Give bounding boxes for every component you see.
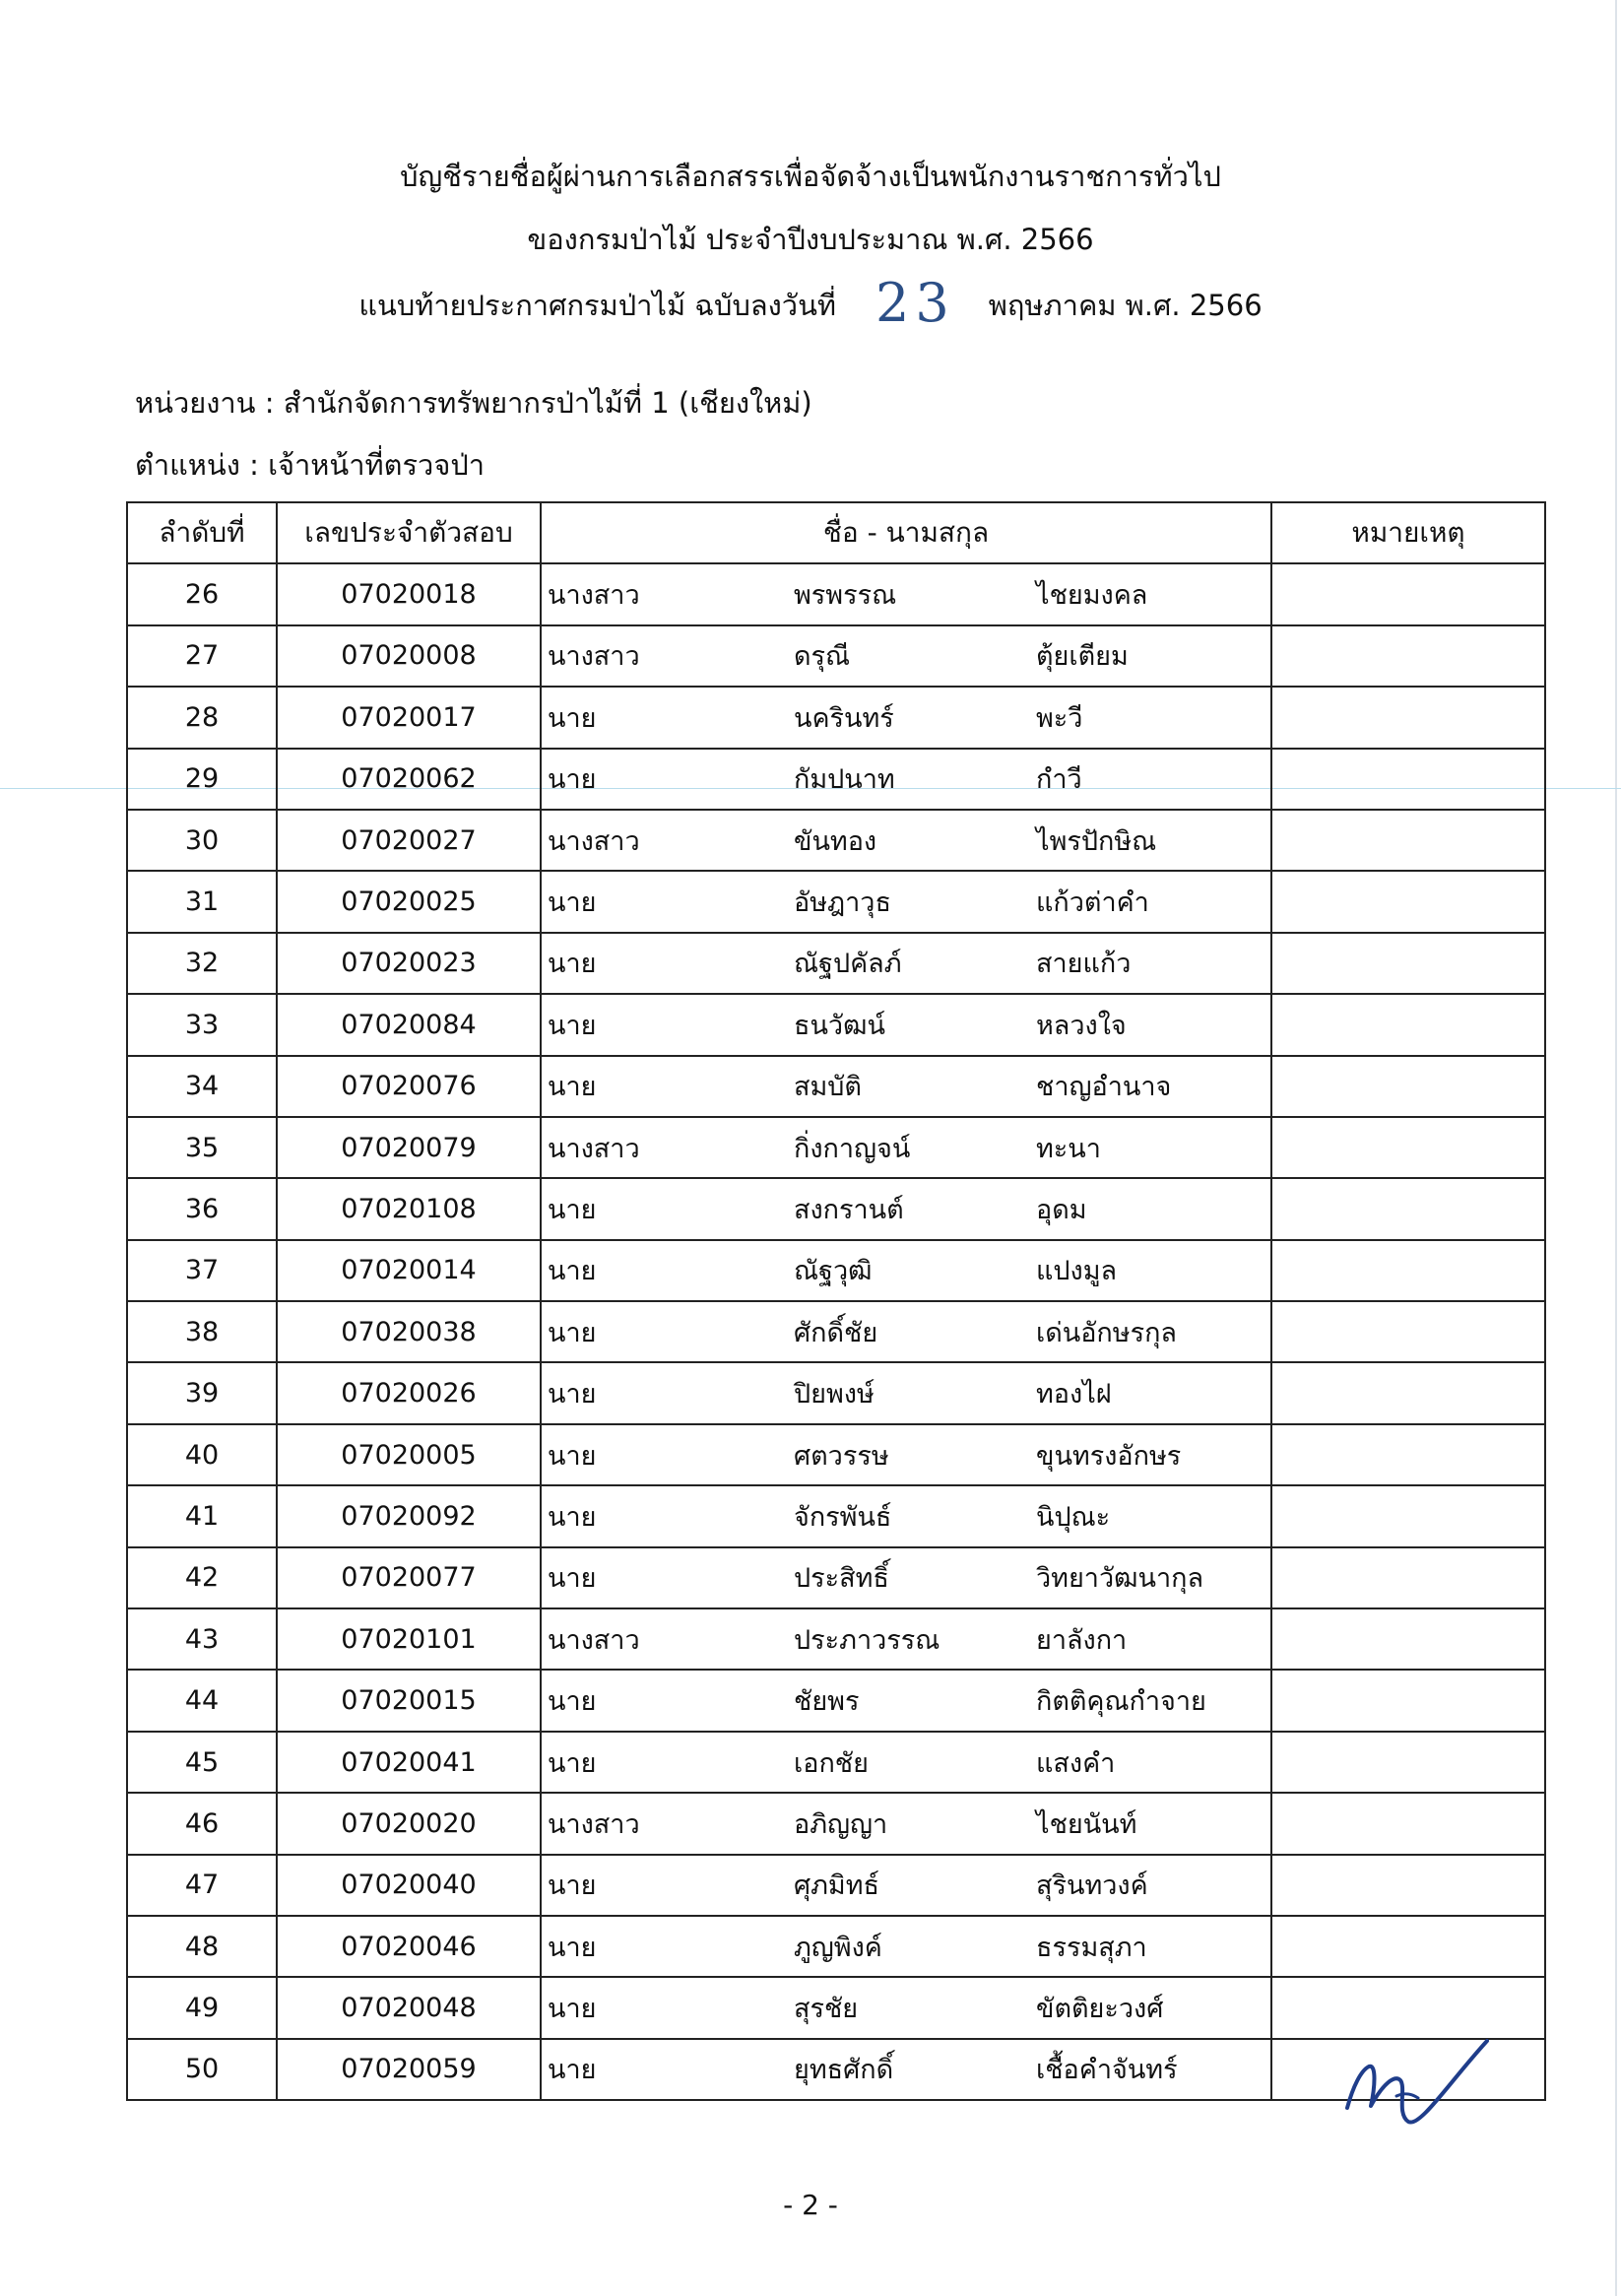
name-prefix: นาย	[548, 2055, 597, 2086]
cell-no: 43	[127, 1608, 277, 1670]
cell-exam-id: 07020008	[277, 625, 541, 687]
cell-note	[1271, 1117, 1545, 1178]
cell-note	[1271, 1547, 1545, 1608]
table-row	[127, 810, 1545, 871]
table-row	[127, 871, 1545, 932]
cell-no: 37	[127, 1240, 277, 1301]
cell-no: 38	[127, 1301, 277, 1362]
cell-no: 40	[127, 1424, 277, 1485]
table-row	[127, 1178, 1545, 1239]
name-prefix: นาย	[548, 1994, 597, 2025]
first-name: ภูญพิงค์	[794, 1932, 882, 1963]
handwritten-date-day: 23	[875, 272, 955, 334]
cell-name	[541, 1056, 1271, 1117]
last-name: ไชยมงคล	[1036, 580, 1148, 612]
table-row	[127, 563, 1545, 624]
last-name: แปงมูล	[1036, 1256, 1118, 1287]
last-name: นิปุณะ	[1036, 1501, 1111, 1533]
cell-no: 27	[127, 625, 277, 687]
table-row	[127, 625, 1545, 687]
job-position: ตำแหน่ง : เจ้าหน้าที่ตรวจป่า	[135, 448, 486, 482]
cell-name	[541, 1608, 1271, 1670]
last-name: แก้วต่าคำ	[1036, 887, 1149, 919]
cell-note	[1271, 1608, 1545, 1670]
first-name: ศตวรรษ	[794, 1440, 889, 1472]
cell-exam-id: 07020038	[277, 1301, 541, 1362]
cell-exam-id: 07020046	[277, 1916, 541, 1977]
table-row	[127, 1793, 1545, 1854]
cell-exam-id: 07020015	[277, 1670, 541, 1731]
table-row	[127, 1670, 1545, 1731]
last-name: เชื้อคำจันทร์	[1036, 2055, 1178, 2086]
cell-no: 35	[127, 1117, 277, 1178]
cell-name	[541, 687, 1271, 748]
cell-exam-id: 07020020	[277, 1793, 541, 1854]
cell-name	[541, 1732, 1271, 1793]
name-prefix: นาย	[548, 764, 597, 796]
cell-note	[1271, 1977, 1545, 2038]
table-row	[127, 994, 1545, 1055]
name-prefix: นาย	[548, 1010, 597, 1041]
cell-note	[1271, 1240, 1545, 1301]
header-exam-id: เลขประจำตัวสอบ	[277, 502, 541, 563]
cell-exam-id: 07020014	[277, 1240, 541, 1301]
table-row	[127, 1608, 1545, 1670]
cell-name	[541, 1424, 1271, 1485]
cell-note	[1271, 1362, 1545, 1423]
name-prefix: นาย	[548, 1870, 597, 1902]
first-name: ขันทอง	[794, 825, 877, 857]
cell-no: 31	[127, 871, 277, 932]
last-name: ธรรมสุภา	[1036, 1932, 1147, 1963]
cell-no: 49	[127, 1977, 277, 2038]
cell-note	[1271, 1855, 1545, 1916]
first-name: ธนวัฒน์	[794, 1010, 885, 1041]
table-row	[127, 1362, 1545, 1423]
cell-no: 28	[127, 687, 277, 748]
cell-note	[1271, 933, 1545, 994]
table-row	[127, 1855, 1545, 1916]
cell-name	[541, 994, 1271, 1055]
last-name: หลวงใจ	[1036, 1010, 1127, 1041]
table-row	[127, 1485, 1545, 1546]
first-name: ณัฐปคัลภ์	[794, 949, 902, 980]
table-row	[127, 933, 1545, 994]
document-title: บัญชีรายชื่อผู้ผ่านการเลือกสรรเพื่อจัดจ้างเป็นพนักงานราชการทั่วไป	[400, 160, 1221, 193]
first-name: อัษฎาวุธ	[794, 887, 891, 919]
first-name: ศักดิ์ชัย	[794, 1317, 878, 1348]
table-row	[127, 1547, 1545, 1608]
document-attachment-line	[0, 272, 1621, 334]
cell-no: 47	[127, 1855, 277, 1916]
cell-name	[541, 1670, 1271, 1731]
attachment-text: แนบท้ายประกาศกรมป่าไม้ ฉบับลงวันที่	[358, 289, 837, 322]
name-prefix: นาย	[548, 1932, 597, 1963]
cell-name	[541, 1240, 1271, 1301]
name-prefix: นาย	[548, 1440, 597, 1472]
sheet-edge	[1615, 0, 1617, 2296]
last-name: แสงคำ	[1036, 1747, 1116, 1779]
cell-no: 50	[127, 2039, 277, 2100]
cell-name	[541, 1178, 1271, 1239]
last-name: สุรินทวงค์	[1036, 1870, 1148, 1902]
table-row	[127, 1117, 1545, 1178]
cell-no: 39	[127, 1362, 277, 1423]
cell-no: 36	[127, 1178, 277, 1239]
cell-note	[1271, 1916, 1545, 1977]
last-name: ไชยนันท์	[1036, 1808, 1137, 1840]
first-name: เอกชัย	[794, 1747, 869, 1779]
cell-no: 32	[127, 933, 277, 994]
cell-exam-id: 07020108	[277, 1178, 541, 1239]
cell-no: 34	[127, 1056, 277, 1117]
cell-no: 29	[127, 749, 277, 810]
name-prefix: นางสาว	[548, 641, 640, 673]
cell-exam-id: 07020023	[277, 933, 541, 994]
cell-exam-id: 07020040	[277, 1855, 541, 1916]
attachment-month-year: พฤษภาคม พ.ศ. 2566	[988, 289, 1263, 322]
cell-note	[1271, 625, 1545, 687]
table-row	[127, 1916, 1545, 1977]
cell-no: 41	[127, 1485, 277, 1546]
cell-name	[541, 563, 1271, 624]
cell-name	[541, 1117, 1271, 1178]
first-name: ศุภมิทธ์	[794, 1870, 880, 1902]
name-prefix: นางสาว	[548, 1133, 640, 1164]
name-prefix: นาย	[548, 1501, 597, 1533]
cell-name	[541, 1362, 1271, 1423]
cell-name	[541, 871, 1271, 932]
first-name: ยุทธศักดิ์	[794, 2055, 894, 2086]
cell-exam-id: 07020077	[277, 1547, 541, 1608]
header-note: หมายเหตุ	[1271, 502, 1545, 563]
cell-note	[1271, 1301, 1545, 1362]
header-no: ลำดับที่	[127, 502, 277, 563]
candidate-table	[126, 501, 1546, 2101]
first-name: กิ่งกาญจน์	[794, 1133, 911, 1164]
cell-note	[1271, 1424, 1545, 1485]
cell-no: 30	[127, 810, 277, 871]
table-row	[127, 687, 1545, 748]
document-subtitle: ของกรมป่าไม้ ประจำปีงบประมาณ พ.ศ. 2566	[527, 223, 1094, 256]
first-name: ดรุณี	[794, 641, 851, 673]
cell-note	[1271, 810, 1545, 871]
cell-name	[541, 1977, 1271, 2038]
agency-unit: หน่วยงาน : สำนักจัดการทรัพยากรป่าไม้ที่ 1 (เชียงใหม่)	[135, 386, 812, 420]
cell-note	[1271, 1732, 1545, 1793]
name-prefix: นาย	[548, 1072, 597, 1103]
first-name: นครินทร์	[794, 702, 894, 734]
table-row	[127, 1424, 1545, 1485]
first-name: กัมปนาท	[794, 764, 895, 796]
cell-no: 33	[127, 994, 277, 1055]
first-name: สงกรานต์	[794, 1194, 904, 1225]
first-name: ณัฐวุฒิ	[794, 1256, 873, 1287]
last-name: เด่นอักษรกุล	[1036, 1317, 1177, 1348]
first-name: สุรชัย	[794, 1994, 859, 2025]
name-prefix: นาย	[548, 949, 597, 980]
first-name: จักรพันธ์	[794, 1501, 892, 1533]
cell-note	[1271, 1178, 1545, 1239]
table-body	[127, 563, 1545, 2100]
first-name: สมบัติ	[794, 1072, 862, 1103]
last-name: พะวี	[1036, 702, 1083, 734]
name-prefix: นาย	[548, 1194, 597, 1225]
cell-exam-id: 07020025	[277, 871, 541, 932]
cell-name	[541, 1485, 1271, 1546]
cell-note	[1271, 563, 1545, 624]
name-prefix: นาย	[548, 887, 597, 919]
cell-name	[541, 1793, 1271, 1854]
name-prefix: นางสาว	[548, 580, 640, 612]
cell-name	[541, 1916, 1271, 1977]
last-name: สายแก้ว	[1036, 949, 1132, 980]
cell-exam-id: 07020026	[277, 1362, 541, 1423]
cell-note	[1271, 1793, 1545, 1854]
handwritten-signature-icon	[1339, 2037, 1497, 2135]
last-name: ขุนทรงอักษร	[1036, 1440, 1182, 1472]
cell-name	[541, 1547, 1271, 1608]
cell-note	[1271, 994, 1545, 1055]
table-row	[127, 1977, 1545, 2038]
last-name: ไพรปักษิณ	[1036, 825, 1157, 857]
cell-name	[541, 625, 1271, 687]
cell-no: 48	[127, 1916, 277, 1977]
cell-name	[541, 1301, 1271, 1362]
first-name: พรพรรณ	[794, 580, 897, 612]
cell-no: 42	[127, 1547, 277, 1608]
cell-exam-id: 07020076	[277, 1056, 541, 1117]
cell-note	[1271, 1056, 1545, 1117]
cell-exam-id: 07020018	[277, 563, 541, 624]
name-prefix: นาย	[548, 1686, 597, 1718]
cell-exam-id: 07020017	[277, 687, 541, 748]
name-prefix: นางสาว	[548, 1624, 640, 1656]
cell-exam-id: 07020101	[277, 1608, 541, 1670]
last-name: ชาญอำนาจ	[1036, 1072, 1172, 1103]
cell-note	[1271, 687, 1545, 748]
last-name: ตุ้ยเตียม	[1036, 641, 1129, 673]
name-prefix: นาย	[548, 1379, 597, 1410]
first-name: ปิยพงษ์	[794, 1379, 875, 1410]
header-name: ชื่อ - นามสกุล	[541, 502, 1271, 563]
last-name: กิตติคุณกำจาย	[1036, 1686, 1206, 1718]
last-name: ทองไฝ	[1036, 1379, 1112, 1410]
table-header-row	[127, 502, 1545, 563]
cell-exam-id: 07020027	[277, 810, 541, 871]
cell-no: 44	[127, 1670, 277, 1731]
first-name: อภิญญา	[794, 1808, 888, 1840]
last-name: ทะนา	[1036, 1133, 1101, 1164]
cell-note	[1271, 1485, 1545, 1546]
table-row	[127, 749, 1545, 810]
table-row	[127, 1240, 1545, 1301]
cell-no: 26	[127, 563, 277, 624]
table-row	[127, 1301, 1545, 1362]
last-name: กำวี	[1036, 764, 1082, 796]
cell-note	[1271, 1670, 1545, 1731]
cell-exam-id: 07020062	[277, 749, 541, 810]
name-prefix: นางสาว	[548, 825, 640, 857]
last-name: อุดม	[1036, 1194, 1087, 1225]
cell-exam-id: 07020048	[277, 1977, 541, 2038]
cell-note	[1271, 749, 1545, 810]
name-prefix: นาย	[548, 1563, 597, 1595]
name-prefix: นาย	[548, 1747, 597, 1779]
cell-note	[1271, 871, 1545, 932]
cell-exam-id: 07020079	[277, 1117, 541, 1178]
last-name: วิทยาวัฒนากุล	[1036, 1563, 1204, 1595]
cell-no: 46	[127, 1793, 277, 1854]
name-prefix: นาย	[548, 1317, 597, 1348]
last-name: ยาลังกา	[1036, 1624, 1128, 1656]
cell-exam-id: 07020005	[277, 1424, 541, 1485]
cell-exam-id: 07020092	[277, 1485, 541, 1546]
cell-name	[541, 933, 1271, 994]
cell-exam-id: 07020084	[277, 994, 541, 1055]
name-prefix: นาย	[548, 702, 597, 734]
cell-exam-id: 07020041	[277, 1732, 541, 1793]
cell-exam-id: 07020059	[277, 2039, 541, 2100]
name-prefix: นางสาว	[548, 1808, 640, 1840]
cell-no: 45	[127, 1732, 277, 1793]
cell-name	[541, 749, 1271, 810]
first-name: ประสิทธิ์	[794, 1563, 889, 1595]
table-row	[127, 1732, 1545, 1793]
cell-name	[541, 2039, 1271, 2100]
first-name: ประภาวรรณ	[794, 1624, 940, 1656]
last-name: ขัตติยะวงศ์	[1036, 1994, 1164, 2025]
table-row	[127, 2039, 1545, 2100]
name-prefix: นาย	[548, 1256, 597, 1287]
cell-name	[541, 1855, 1271, 1916]
first-name: ชัยพร	[794, 1686, 860, 1718]
cell-name	[541, 810, 1271, 871]
page-number: - 2 -	[783, 2189, 838, 2221]
table-row	[127, 1056, 1545, 1117]
